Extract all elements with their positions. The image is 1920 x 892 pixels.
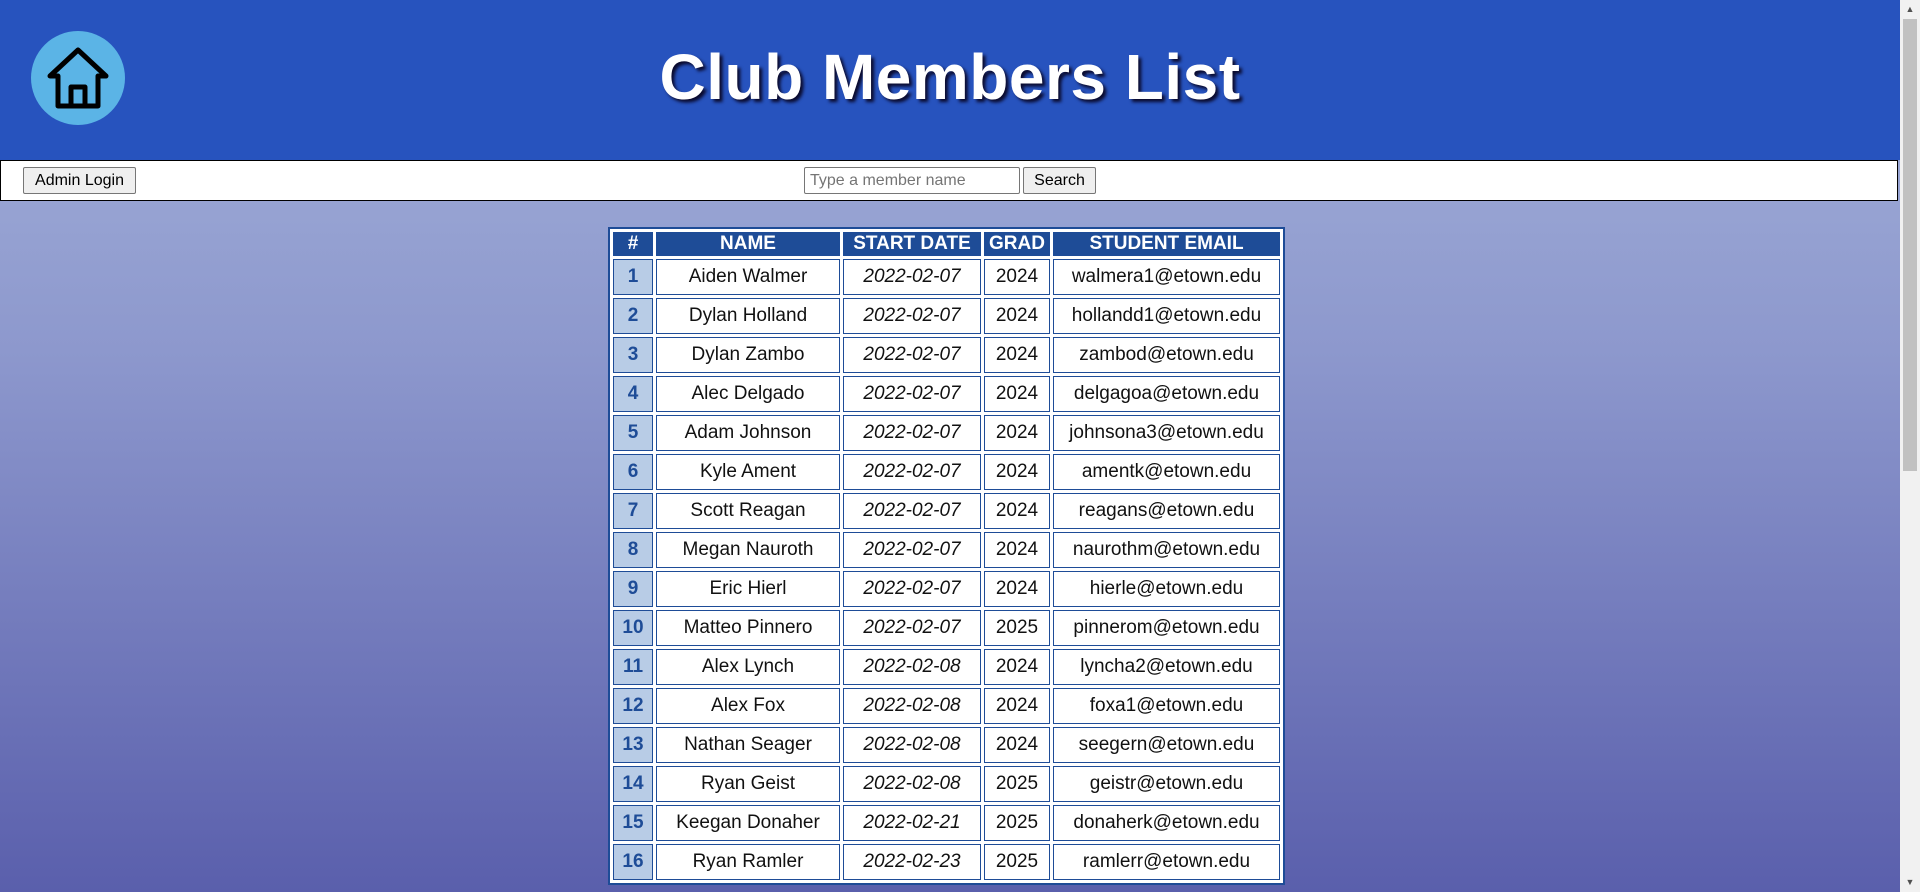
grad-year: 2024 [984,727,1050,763]
grad-year: 2024 [984,415,1050,451]
start-date: 2022-02-08 [843,649,981,685]
grad-year: 2025 [984,766,1050,802]
vertical-scrollbar[interactable] [1900,0,1920,892]
admin-login-button[interactable]: Admin Login [23,167,136,194]
member-name: Matteo Pinnero [656,610,840,646]
row-number: 14 [613,766,653,802]
student-email: ramlerr@etown.edu [1053,844,1280,880]
start-date: 2022-02-07 [843,259,981,295]
member-name: Aiden Walmer [656,259,840,295]
student-email: reagans@etown.edu [1053,493,1280,529]
column-header-student-email: STUDENT EMAIL [1053,232,1280,256]
start-date: 2022-02-21 [843,805,981,841]
member-name: Adam Johnson [656,415,840,451]
student-email: delgagoa@etown.edu [1053,376,1280,412]
grad-year: 2024 [984,571,1050,607]
start-date: 2022-02-07 [843,610,981,646]
members-table-wrapper [608,227,1285,885]
member-name: Alex Fox [656,688,840,724]
student-email: geistr@etown.edu [1053,766,1280,802]
scroll-up-arrow-icon[interactable]: ▲ [1905,4,1915,14]
start-date: 2022-02-07 [843,571,981,607]
member-name: Dylan Holland [656,298,840,334]
row-number: 8 [613,532,653,568]
table-row [613,532,1280,568]
row-number: 10 [613,610,653,646]
start-date: 2022-02-07 [843,493,981,529]
member-name: Kyle Ament [656,454,840,490]
search-button[interactable]: Search [1023,167,1096,194]
grad-year: 2025 [984,610,1050,646]
student-email: naurothm@etown.edu [1053,532,1280,568]
row-number: 3 [613,337,653,373]
student-email: amentk@etown.edu [1053,454,1280,490]
row-number: 16 [613,844,653,880]
start-date: 2022-02-08 [843,688,981,724]
row-number: 9 [613,571,653,607]
start-date: 2022-02-07 [843,532,981,568]
student-email: hierle@etown.edu [1053,571,1280,607]
member-search-input[interactable] [804,167,1020,194]
grad-year: 2024 [984,649,1050,685]
table-row [613,727,1280,763]
start-date: 2022-02-07 [843,454,981,490]
member-name: Megan Nauroth [656,532,840,568]
member-name: Ryan Ramler [656,844,840,880]
row-number: 15 [613,805,653,841]
student-email: seegern@etown.edu [1053,727,1280,763]
column-header-grad: GRAD [984,232,1050,256]
table-row [613,454,1280,490]
student-email: walmera1@etown.edu [1053,259,1280,295]
header-banner [0,0,1900,160]
grad-year: 2024 [984,532,1050,568]
table-row [613,571,1280,607]
grad-year: 2024 [984,298,1050,334]
table-row [613,298,1280,334]
table-row [613,610,1280,646]
member-name: Ryan Geist [656,766,840,802]
column-header-start-date: START DATE [843,232,981,256]
table-row [613,259,1280,295]
start-date: 2022-02-08 [843,766,981,802]
row-number: 11 [613,649,653,685]
grad-year: 2024 [984,493,1050,529]
member-name: Alex Lynch [656,649,840,685]
table-row [613,805,1280,841]
member-name: Alec Delgado [656,376,840,412]
members-table [608,227,1285,885]
member-name: Eric Hierl [656,571,840,607]
table-row [613,415,1280,451]
start-date: 2022-02-23 [843,844,981,880]
student-email: zambod@etown.edu [1053,337,1280,373]
column-header-name: NAME [656,232,840,256]
row-number: 7 [613,493,653,529]
grad-year: 2025 [984,844,1050,880]
grad-year: 2024 [984,259,1050,295]
start-date: 2022-02-08 [843,727,981,763]
grad-year: 2025 [984,805,1050,841]
row-number: 4 [613,376,653,412]
row-number: 2 [613,298,653,334]
student-email: pinnerom@etown.edu [1053,610,1280,646]
scrollbar-thumb[interactable] [1903,19,1917,471]
table-row [613,376,1280,412]
start-date: 2022-02-07 [843,415,981,451]
table-row [613,766,1280,802]
grad-year: 2024 [984,337,1050,373]
start-date: 2022-02-07 [843,376,981,412]
student-email: foxa1@etown.edu [1053,688,1280,724]
student-email: johnsona3@etown.edu [1053,415,1280,451]
row-number: 5 [613,415,653,451]
member-name: Keegan Donaher [656,805,840,841]
table-row [613,337,1280,373]
column-header-number: # [613,232,653,256]
row-number: 6 [613,454,653,490]
grad-year: 2024 [984,376,1050,412]
table-row [613,688,1280,724]
table-header-row [613,232,1280,256]
student-email: donaherk@etown.edu [1053,805,1280,841]
member-name: Dylan Zambo [656,337,840,373]
grad-year: 2024 [984,688,1050,724]
scroll-down-arrow-icon[interactable]: ▼ [1905,877,1915,887]
table-row [613,649,1280,685]
student-email: hollandd1@etown.edu [1053,298,1280,334]
page-title: Club Members List [659,41,1241,113]
row-number: 13 [613,727,653,763]
member-name: Nathan Seager [656,727,840,763]
table-row [613,844,1280,880]
student-email: lyncha2@etown.edu [1053,649,1280,685]
start-date: 2022-02-07 [843,298,981,334]
row-number: 12 [613,688,653,724]
member-name: Scott Reagan [656,493,840,529]
start-date: 2022-02-07 [843,337,981,373]
grad-year: 2024 [984,454,1050,490]
row-number: 1 [613,259,653,295]
table-row [613,493,1280,529]
toolbar [0,160,1898,201]
